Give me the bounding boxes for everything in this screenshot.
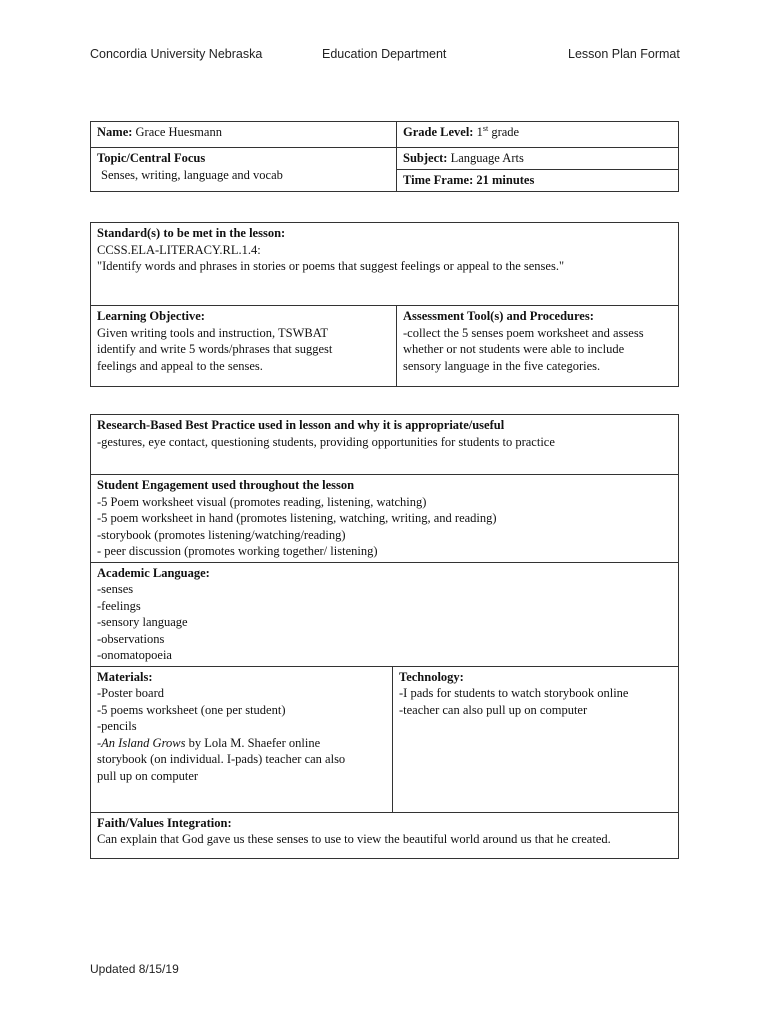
objective-line: identify and write 5 words/phrases that suggest bbox=[97, 342, 333, 356]
materials-label: Materials: bbox=[97, 669, 153, 684]
name-cell bbox=[91, 122, 397, 148]
header-department: Education Department bbox=[322, 47, 447, 61]
header-school: Concordia University Nebraska bbox=[90, 47, 263, 61]
technology-cell bbox=[393, 666, 679, 812]
faith-text: Can explain that God gave us these senses to use to view the beautiful world around us that he created. bbox=[97, 832, 611, 846]
materials-item: -5 poems worksheet (one per student) bbox=[97, 702, 286, 717]
engagement-item: -5 Poem worksheet visual (promotes reading, listening, watching) bbox=[97, 494, 427, 509]
name-label: Name: bbox=[97, 125, 133, 139]
time-frame: Time Frame: 21 minutes bbox=[397, 170, 679, 192]
academic-language-item: -feelings bbox=[97, 598, 141, 613]
best-practice-cell bbox=[91, 415, 679, 475]
materials-item: -pencils bbox=[97, 719, 137, 733]
technology-item: -teacher can also pull up on computer bbox=[399, 702, 588, 717]
academic-language-item: -observations bbox=[97, 631, 165, 646]
academic-language-item: -onomatopoeia bbox=[97, 648, 172, 662]
materials-book-line bbox=[97, 735, 386, 752]
subject-cell bbox=[397, 148, 679, 170]
engagement-item: -5 poem worksheet in hand (promotes listening, watching, writing, and reading) bbox=[97, 511, 497, 525]
standards-label: Standard(s) to be met in the lesson: bbox=[97, 226, 286, 240]
subject-label: Subject: bbox=[403, 151, 448, 165]
standards-table bbox=[90, 222, 679, 387]
assessment-line: -collect the 5 senses poem worksheet and assess bbox=[403, 325, 644, 340]
lesson-details-table bbox=[90, 414, 679, 859]
header-format: Lesson Plan Format bbox=[568, 47, 680, 61]
subject-value: Language Arts bbox=[450, 151, 524, 165]
grade-word: grade bbox=[491, 125, 520, 139]
academic-language-item: -senses bbox=[97, 582, 134, 596]
engagement-item: -storybook (promotes listening/watching/reading) bbox=[97, 527, 346, 542]
standards-cell bbox=[91, 223, 679, 306]
assessment-line: whether or not students were able to include bbox=[403, 342, 625, 356]
best-practice-text: -gestures, eye contact, questioning students, providing opportunities for students to practice bbox=[97, 434, 555, 449]
name-value: Grace Huesmann bbox=[135, 125, 222, 139]
objective-cell bbox=[91, 306, 397, 387]
engagement-cell bbox=[91, 475, 679, 563]
topic-value: Senses, writing, language and vocab bbox=[101, 167, 283, 182]
book-dash: - bbox=[97, 735, 102, 750]
objective-label: Learning Objective: bbox=[97, 309, 205, 323]
faith-label: Faith/Values Integration: bbox=[97, 815, 232, 830]
objective-line: feelings and appeal to the senses. bbox=[97, 358, 263, 373]
book-line1-rest: by Lola M. Shaefer online bbox=[185, 735, 321, 750]
grade-label: Grade Level: bbox=[403, 125, 474, 139]
engagement-item: - peer discussion (promotes working together/ listening) bbox=[97, 544, 378, 558]
faith-cell bbox=[91, 812, 679, 858]
best-practice-label: Research-Based Best Practice used in lesson and why it is appropriate/useful bbox=[97, 418, 505, 432]
academic-language-item: -sensory language bbox=[97, 615, 188, 629]
grade-number: 1 bbox=[476, 125, 483, 139]
engagement-label: Student Engagement used throughout the lesson bbox=[97, 478, 355, 492]
grade-suffix: st bbox=[482, 123, 489, 133]
grade-cell bbox=[397, 122, 679, 148]
assessment-cell bbox=[397, 306, 679, 387]
assessment-label: Assessment Tool(s) and Procedures: bbox=[403, 309, 594, 323]
technology-item: -I pads for students to watch storybook online bbox=[399, 686, 629, 700]
objective-line: Given writing tools and instruction, TSWBAT bbox=[97, 325, 329, 340]
topic-label: Topic/Central Focus bbox=[97, 151, 206, 165]
footer-updated: Updated 8/15/19 bbox=[90, 962, 179, 976]
topic-cell bbox=[91, 148, 397, 192]
book-title: An Island Grows bbox=[101, 735, 186, 750]
technology-label: Technology: bbox=[399, 669, 464, 684]
academic-language-cell bbox=[91, 562, 679, 666]
academic-language-label: Academic Language: bbox=[97, 565, 210, 580]
assessment-line: sensory language in the five categories. bbox=[403, 358, 601, 373]
materials-book-line: storybook (on individual. I-pads) teacher can also bbox=[97, 752, 346, 766]
materials-cell bbox=[91, 666, 393, 812]
materials-book-line: pull up on computer bbox=[97, 768, 199, 783]
standards-text: "Identify words and phrases in stories or poems that suggest feelings or appeal to the senses." bbox=[97, 259, 565, 273]
standards-code: CCSS.ELA-LITERACY.RL.1.4: bbox=[97, 242, 261, 257]
materials-item: -Poster board bbox=[97, 686, 164, 700]
info-table bbox=[90, 121, 679, 192]
